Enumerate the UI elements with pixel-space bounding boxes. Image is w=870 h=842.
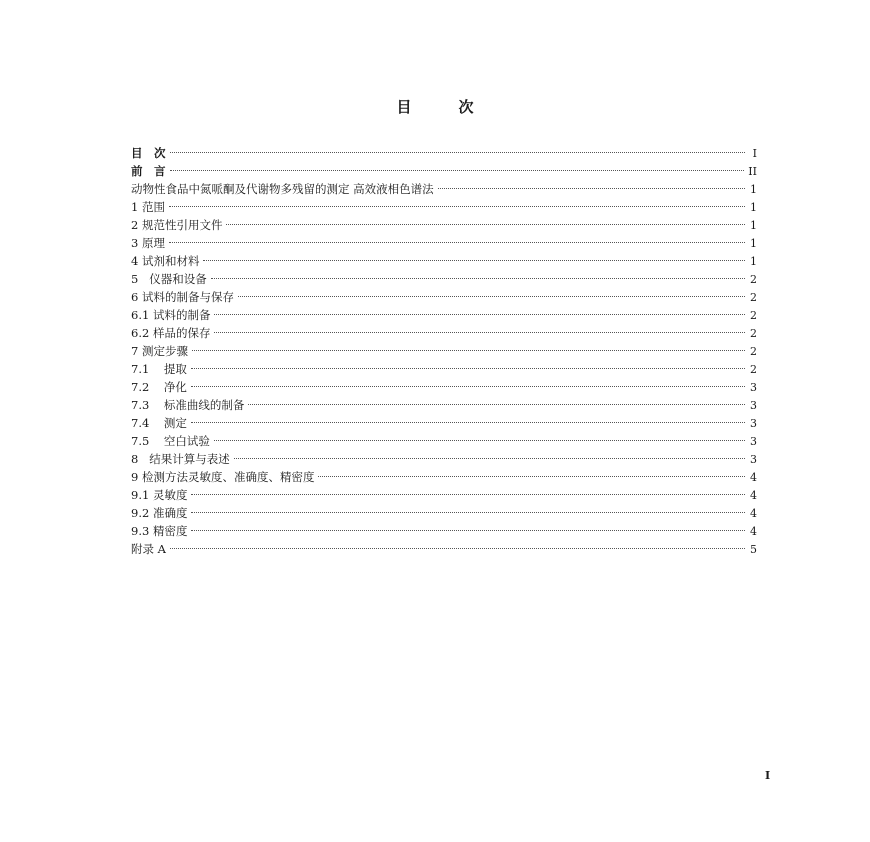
toc-entry[interactable] xyxy=(131,396,757,414)
toc-dot-leader xyxy=(438,188,745,189)
toc-entry-page: II xyxy=(748,165,757,178)
toc-entry-label: 9.2 准确度 xyxy=(131,506,188,520)
toc-entry[interactable] xyxy=(131,342,757,360)
toc-entry[interactable] xyxy=(131,288,757,306)
toc-entry[interactable] xyxy=(131,360,757,378)
toc-dot-leader xyxy=(214,314,745,315)
toc-entry[interactable] xyxy=(131,270,757,288)
toc-entry-label: 2 规范性引用文件 xyxy=(131,218,223,232)
toc-dot-leader xyxy=(191,494,745,495)
toc-entry-page: 3 xyxy=(750,399,757,412)
toc-entry-page: 2 xyxy=(750,327,757,340)
toc-entry-page: 2 xyxy=(750,273,757,286)
toc-entry-page: I xyxy=(752,147,757,160)
toc-entry[interactable] xyxy=(131,306,757,324)
toc-entry-label: 6.2 样品的保存 xyxy=(131,326,211,340)
toc-entry-label: 9.3 精密度 xyxy=(131,524,188,538)
toc-entry-page: 3 xyxy=(750,435,757,448)
table-of-contents xyxy=(131,144,757,558)
toc-dot-leader xyxy=(226,224,745,225)
toc-entry-label: 5 仪器和设备 xyxy=(131,272,207,286)
toc-entry-page: 1 xyxy=(750,237,757,250)
toc-entry-label: 7.4 测定 xyxy=(131,416,187,430)
toc-entry[interactable] xyxy=(131,324,757,342)
toc-entry-page: 1 xyxy=(750,255,757,268)
toc-entry-page: 3 xyxy=(750,381,757,394)
toc-dot-leader xyxy=(203,260,745,261)
toc-entry-label: 7.1 提取 xyxy=(131,362,187,376)
toc-entry-page: 2 xyxy=(750,291,757,304)
toc-entry[interactable] xyxy=(131,234,757,252)
toc-dot-leader xyxy=(170,548,745,549)
toc-dot-leader xyxy=(169,242,745,243)
toc-dot-leader xyxy=(214,332,745,333)
toc-entry[interactable] xyxy=(131,378,757,396)
page-title: 目 次 xyxy=(396,98,490,116)
toc-entry-label: 6 试料的制备与保存 xyxy=(131,290,234,304)
toc-dot-leader xyxy=(169,206,745,207)
toc-entry-label: 7.3 标准曲线的制备 xyxy=(131,398,245,412)
toc-entry[interactable] xyxy=(131,504,757,522)
toc-dot-leader xyxy=(238,296,745,297)
toc-dot-leader xyxy=(248,404,745,405)
toc-entry[interactable] xyxy=(131,540,757,558)
toc-dot-leader xyxy=(191,386,745,387)
toc-entry[interactable] xyxy=(131,162,757,180)
toc-entry-page: 4 xyxy=(750,489,757,502)
toc-dot-leader xyxy=(192,350,745,351)
toc-entry-page: 2 xyxy=(750,363,757,376)
toc-entry-label: 9 检测方法灵敏度、准确度、精密度 xyxy=(131,470,315,484)
toc-entry[interactable] xyxy=(131,486,757,504)
toc-entry[interactable] xyxy=(131,468,757,486)
footer-page-number: I xyxy=(765,769,771,782)
toc-entry[interactable] xyxy=(131,432,757,450)
toc-entry-label: 附录 A xyxy=(131,542,166,556)
toc-entry-label: 7 测定步骤 xyxy=(131,344,188,358)
toc-entry[interactable] xyxy=(131,450,757,468)
toc-entry[interactable] xyxy=(131,414,757,432)
toc-dot-leader xyxy=(170,152,746,153)
toc-entry-label: 6.1 试料的制备 xyxy=(131,308,211,322)
toc-entry-page: 5 xyxy=(750,543,757,556)
toc-dot-leader xyxy=(191,530,745,531)
toc-entry-page: 4 xyxy=(750,525,757,538)
toc-dot-leader xyxy=(211,278,745,279)
toc-entry-page: 2 xyxy=(750,309,757,322)
toc-entry-page: 1 xyxy=(750,183,757,196)
toc-dot-leader xyxy=(191,512,745,513)
toc-entry-label: 1 范围 xyxy=(131,200,165,214)
toc-entry[interactable] xyxy=(131,522,757,540)
toc-entry[interactable] xyxy=(131,144,757,162)
toc-entry-page: 4 xyxy=(750,471,757,484)
toc-dot-leader xyxy=(234,458,745,459)
toc-dot-leader xyxy=(170,170,745,171)
toc-dot-leader xyxy=(191,368,745,369)
toc-entry-label: 4 试剂和材料 xyxy=(131,254,200,268)
toc-dot-leader xyxy=(214,440,745,441)
toc-entry-label: 动物性食品中氮哌酮及代谢物多残留的测定 高效液相色谱法 xyxy=(131,182,434,196)
toc-entry-label: 3 原理 xyxy=(131,236,165,250)
toc-entry-page: 1 xyxy=(750,219,757,232)
toc-entry[interactable] xyxy=(131,198,757,216)
toc-entry-label: 目 次 xyxy=(131,146,166,160)
toc-dot-leader xyxy=(191,422,745,423)
toc-entry[interactable] xyxy=(131,216,757,234)
toc-entry-page: 3 xyxy=(750,417,757,430)
toc-entry-label: 7.5 空白试验 xyxy=(131,434,210,448)
toc-entry[interactable] xyxy=(131,180,757,198)
toc-entry-page: 2 xyxy=(750,345,757,358)
toc-entry-page: 4 xyxy=(750,507,757,520)
toc-dot-leader xyxy=(318,476,745,477)
toc-entry-page: 1 xyxy=(750,201,757,214)
toc-entry[interactable] xyxy=(131,252,757,270)
toc-entry-page: 3 xyxy=(750,453,757,466)
toc-entry-label: 9.1 灵敏度 xyxy=(131,488,188,502)
toc-entry-label: 7.2 净化 xyxy=(131,380,187,394)
toc-entry-label: 前 言 xyxy=(131,164,166,178)
toc-entry-label: 8 结果计算与表述 xyxy=(131,452,230,466)
